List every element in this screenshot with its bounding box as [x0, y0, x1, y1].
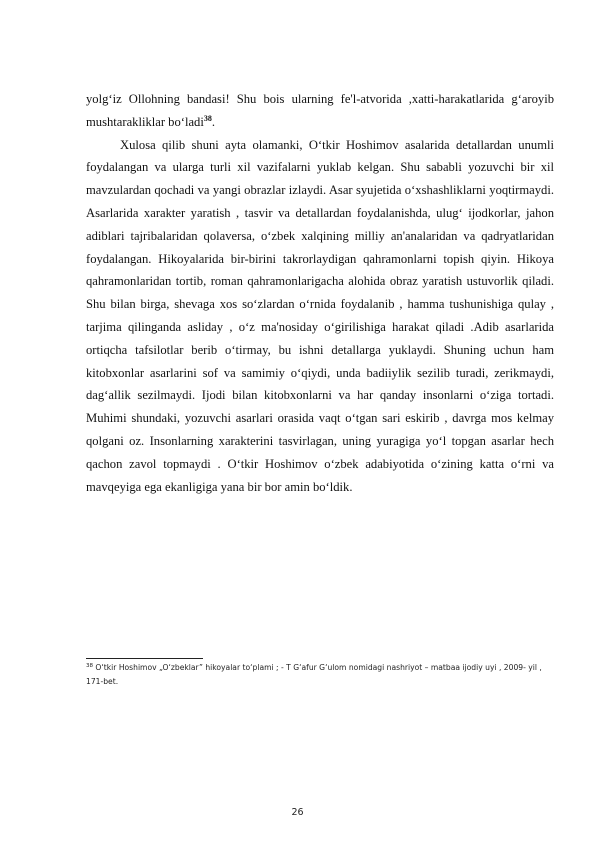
page-number: 26	[291, 807, 304, 818]
footnote-number: 38	[86, 663, 93, 669]
paragraph-1-text: yolg‘iz Ollohning bandasi! Shu bois ularning fe'l-atvorida ,xatti-harakatlarida g‘aroyib mushtarakliklar bo‘ladi	[86, 92, 554, 129]
footnote-text: O‘tkir Hoshimov „O‘zbeklar” hikoyalar to‘plami ; - T G‘afur G‘ulom nomidagi nashriyot – matbaa ijodiy uyi , 2009- yil , 171-bet.	[86, 663, 542, 686]
footnote	[86, 661, 556, 689]
paragraph-continuation	[86, 88, 554, 134]
paragraph-conclusion: Xulosa qilib shuni ayta olamanki, O‘tkir Hoshimov asalarida detallardan unumli foydalangan va ularga turli xil vazifalarni yuklab kelgan. Shu sababli yozuvchi bir xil mavzulardan qochadi va yangi obrazlar izlaydi. Asar syujetida o‘xshashliklarni yoqtirmaydi. Asarlarida xarakter yaratish , tasvir va detallardan foydalanishda, ulug‘ ijodkorlar, jahon adiblari tajribalaridan qolaversa, o‘zbek xalqining milliy an'analaridan va qadryatlaridan foydalangan. Hikoyalarida bir-birini takrorlaydigan qahramonlarni topish qiyin. Hikoya qahramonlaridan tortib, roman qahramonlarigacha alohida obraz yaratish ustuvorlik qiladi. Shu bilan birga, shevaga xos so‘zlardan o‘rnida foydalanib , hamma tushunishiga qulay , tarjima qilinganda asliday , o‘z ma'nosiday o‘girilishiga harakat qiladi .Adib asarlarida ortiqcha tafsilotlar berib o‘tirmay, bu ishni detallarga yuklaydi. Shuning uchun ham kitobxonlar asarlarini sof va samimiy o‘qiydi, unda badiiylik sezilib turadi, zerikmaydi, dag‘allik sezilmaydi. Ijodi bilan kitobxonlarni va har qanday insonlarni o‘ziga tortadi. Muhimi shundaki, yozuvchi asarlari orasida vaqt o‘tgan sari eskirib , davrga mos kelmay qolgani oz. Insonlarning xarakterini tasvirlagan, uning yuragiga yo‘l topgan asarlar hech qachon zavol topmaydi . O‘tkir Hoshimov o‘zbek adabiyotida o‘zining katta o‘rni va mavqeyiga ega ekanligiga yana bir bor amin bo‘ldik.	[86, 137, 554, 494]
body-text	[86, 88, 554, 498]
footnote-reference[interactable]: 38	[203, 113, 212, 123]
footnote-divider	[86, 658, 203, 659]
paragraph-1-end: .	[211, 114, 216, 129]
